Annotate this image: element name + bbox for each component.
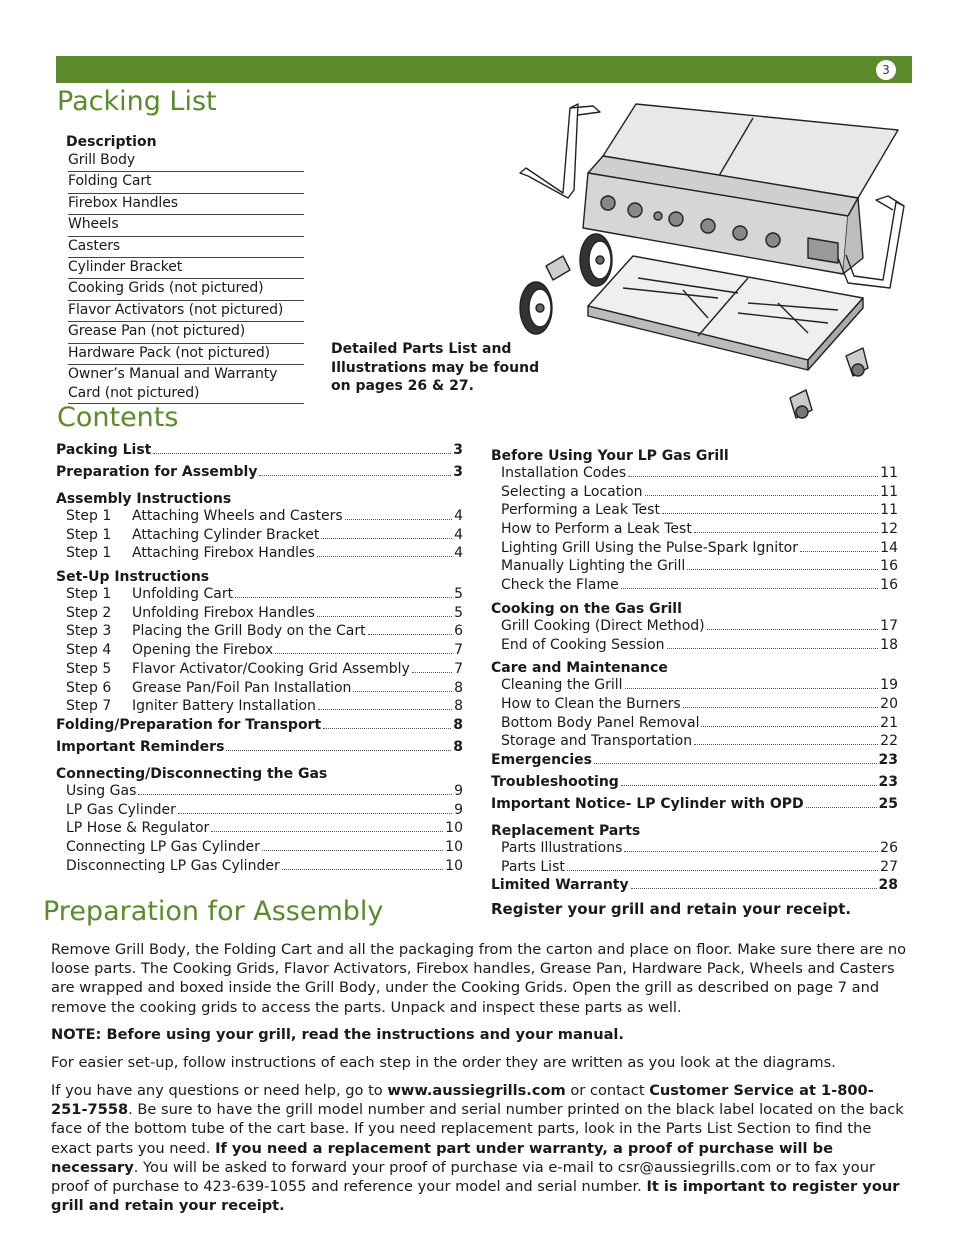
toc-entry-text [491, 677, 623, 693]
toc-entry-text [491, 840, 622, 856]
toc-entry-text [56, 527, 319, 543]
toc-entry-label: End of Cooking Session [501, 636, 665, 653]
warranty-proof-note: If you need a replacement part under warranty, a proof of purchase will be necessary [51, 1139, 833, 1176]
toc-step-number: Step 2 [66, 604, 112, 621]
toc-page-number: 11 [880, 483, 898, 500]
toc-entry[interactable] [56, 739, 463, 761]
toc-leader-dots [262, 850, 443, 851]
toc-page-number: 10 [445, 820, 463, 837]
toc-leader-dots [621, 588, 878, 589]
toc-leader-dots [645, 495, 879, 496]
toc-entry-label: How to Clean the Burners [501, 695, 681, 712]
toc-entry-label: Bottom Body Panel Removal [501, 714, 700, 731]
toc-entry[interactable] [491, 465, 898, 484]
toc-entry-text [56, 739, 224, 755]
toc-entry-label: Grease Pan/Foil Pan Installation [132, 679, 352, 696]
toc-entry-text [56, 717, 321, 733]
toc-entry-label: Parts Illustrations [501, 839, 623, 856]
preparation-paragraph-3 [51, 1081, 907, 1215]
toc-entry-text [56, 820, 209, 836]
toc-entry-label: Limited Warranty [491, 877, 629, 894]
toc-page-number: 9 [454, 782, 463, 799]
toc-entry[interactable] [491, 733, 898, 752]
toc-page-number: 11 [880, 465, 898, 481]
toc-step-number: Step 7 [66, 698, 112, 715]
toc-page-number: 8 [453, 738, 463, 755]
header-bar [56, 56, 912, 83]
toc-entry-label: Storage and Transportation [501, 733, 693, 750]
packing-list-item: Casters [68, 237, 304, 258]
toc-step-number: Step 1 [66, 545, 112, 562]
packing-list-item: Hardware Pack (not pictured) [68, 344, 304, 365]
toc-leader-dots [687, 569, 878, 570]
toc-entry[interactable] [56, 661, 463, 680]
toc-page-number: 6 [454, 623, 463, 640]
packing-list-item: Folding Cart [68, 172, 304, 193]
toc-section-heading: Connecting/Disconnecting the Gas [56, 765, 328, 782]
toc-section-heading: Cooking on the Gas Grill [491, 600, 682, 617]
toc-entry[interactable] [56, 623, 463, 642]
preparation-paragraph-2 [51, 1053, 907, 1072]
packing-list-item: Grease Pan (not pictured) [68, 322, 304, 343]
toc-page-number: 16 [880, 577, 898, 594]
toc-entry-text [56, 680, 351, 696]
toc-entry-label: Cleaning the Grill [501, 677, 623, 694]
toc-entry-text [491, 796, 804, 812]
toc-entry-text [56, 802, 176, 818]
toc-step-number: Step 5 [66, 660, 112, 677]
toc-entry[interactable] [491, 540, 898, 559]
toc-entry-text [56, 623, 366, 639]
toc-leader-dots [667, 648, 879, 649]
toc-page-number: 4 [454, 508, 463, 524]
toc-entry-label: Connecting LP Gas Cylinder [66, 838, 260, 855]
toc-entry[interactable] [56, 680, 463, 699]
toc-step-number: Step 1 [66, 526, 112, 543]
toc-page-number: 28 [878, 877, 898, 894]
toc-entry-label: Grill Cooking (Direct Method) [501, 617, 705, 634]
toc-entry-text [56, 839, 260, 855]
toc-entry[interactable] [491, 696, 898, 715]
toc-entry[interactable] [56, 698, 463, 717]
toc-leader-dots [625, 688, 879, 689]
toc-leader-dots [628, 476, 878, 477]
toc-entry-label: Using Gas [66, 782, 137, 799]
toc-page-number: 7 [454, 660, 463, 677]
website-link[interactable]: www.aussiegrills.com [387, 1082, 566, 1099]
toc-page-number: 3 [453, 442, 463, 458]
toc-page-number: 11 [880, 502, 898, 519]
toc-entry[interactable] [491, 715, 898, 734]
preparation-note [51, 1025, 907, 1044]
preparation-title: Preparation for Assembly [43, 896, 384, 927]
p3-text-a: If you have any questions or need help, go to [51, 1082, 388, 1099]
toc-entry[interactable] [491, 859, 898, 878]
contents-title: Contents [57, 402, 179, 433]
toc-leader-dots [621, 785, 877, 786]
toc-leader-dots [662, 513, 878, 514]
toc-entry-label: Troubleshooting [491, 773, 619, 790]
toc-leader-dots [282, 869, 443, 870]
p3-text-d: . You will be asked to forward your proof of purchase via e-mail to csr@aussiegrills.com or to fax your proof of purchase to 423-639-1055 and reference your model and serial number. [51, 1158, 875, 1196]
packing-list-item: Cylinder Bracket [68, 258, 304, 279]
toc-leader-dots [368, 634, 453, 635]
toc-entry-text [491, 859, 565, 875]
toc-page-number: 7 [454, 642, 463, 659]
toc-page-number: 25 [878, 795, 898, 812]
toc-entry[interactable] [56, 783, 463, 802]
toc-page-number: 10 [445, 838, 463, 855]
packing-list-item: Grill Body [68, 151, 304, 172]
register-note: Register your grill and retain your receipt. [491, 900, 852, 918]
toc-page-number: 5 [454, 586, 463, 603]
toc-leader-dots [323, 728, 451, 729]
toc-entry-text [491, 752, 592, 768]
toc-leader-dots [694, 744, 878, 745]
toc-page-number: 10 [445, 857, 463, 874]
toc-step-number: Step 6 [66, 679, 112, 696]
contents-left-column [56, 442, 463, 876]
toc-entry[interactable] [491, 752, 898, 774]
toc-entry-label: Attaching Firebox Handles [132, 545, 315, 562]
toc-entry-label: Parts List [501, 858, 565, 875]
toc-page-number: 4 [454, 545, 463, 562]
toc-entry-label: Placing the Grill Body on the Cart [132, 623, 366, 640]
packing-list-item: Wheels [68, 215, 304, 236]
toc-entry-label: Unfolding Cart [132, 586, 234, 603]
toc-leader-dots [226, 750, 451, 751]
toc-entry[interactable] [491, 796, 898, 818]
toc-leader-dots [318, 709, 452, 710]
toc-section-heading: Replacement Parts [491, 822, 641, 839]
toc-entry-text [491, 774, 619, 790]
toc-leader-dots [800, 551, 878, 552]
toc-page-number: 3 [453, 464, 463, 480]
toc-entry[interactable] [491, 558, 898, 577]
toc-page-number: 19 [880, 677, 898, 694]
toc-leader-dots [321, 538, 452, 539]
toc-entry-text [56, 661, 410, 677]
toc-entry-label: Disconnecting LP Gas Cylinder [66, 857, 280, 874]
toc-entry-text [491, 696, 681, 712]
packing-list-header: Description [66, 134, 157, 150]
toc-page-number: 14 [880, 539, 898, 556]
toc-page-number: 8 [453, 716, 463, 733]
toc-leader-dots [275, 653, 452, 654]
toc-entry-label: Folding/Preparation for Transport [56, 716, 322, 733]
toc-entry-label: Preparation for Assembly [56, 464, 258, 480]
toc-entry[interactable] [491, 521, 898, 540]
toc-step-number: Step 1 [66, 586, 112, 603]
toc-step-number: Step 4 [66, 642, 112, 659]
toc-page-number: 26 [880, 839, 898, 856]
toc-page-number: 4 [454, 526, 463, 543]
toc-entry[interactable] [56, 858, 463, 877]
toc-leader-dots [683, 707, 879, 708]
toc-leader-dots [153, 453, 451, 454]
toc-entry[interactable] [56, 605, 463, 624]
packing-list-item: Owner’s Manual and Warranty Card (not pictured) [68, 365, 304, 404]
toc-entry-label: LP Gas Cylinder [66, 801, 176, 818]
toc-entry[interactable] [56, 527, 463, 546]
toc-leader-dots [259, 475, 451, 476]
toc-entry-text [491, 484, 643, 500]
toc-leader-dots [353, 691, 452, 692]
toc-page-number: 27 [880, 858, 898, 875]
contents-right-column [491, 443, 898, 899]
wheel-upper [580, 234, 612, 286]
toc-entry[interactable] [56, 642, 463, 661]
toc-page-number: 23 [878, 751, 898, 768]
toc-entry[interactable] [56, 464, 463, 486]
toc-entry[interactable] [56, 820, 463, 839]
toc-entry-text [491, 733, 692, 749]
toc-page-number: 23 [878, 773, 898, 790]
toc-entry-label: Igniter Battery Installation [132, 698, 316, 715]
toc-entry-text [56, 442, 151, 458]
toc-page-number: 9 [454, 801, 463, 818]
toc-entry-text [56, 858, 280, 874]
toc-entry[interactable] [56, 545, 463, 564]
p3-text-c: . Be sure to have the grill model number and serial number printed on the black label located on the back face of the bottom tube of the cart base. If you need replacement parts, look in the Parts List Section to find the exact parts you need. [51, 1101, 904, 1157]
preparation-text-2: For easier set-up, follow instructions of each step in the order they are written as you look at the diagrams. [51, 1054, 836, 1071]
toc-entry-label: Important Notice- LP Cylinder with OPD [491, 795, 804, 812]
toc-entry-text [56, 605, 315, 621]
toc-section-heading: Assembly Instructions [56, 491, 232, 507]
toc-entry-label: Installation Codes [501, 465, 627, 481]
toc-leader-dots [694, 532, 878, 533]
toc-entry[interactable] [491, 637, 898, 656]
toc-entry-label: Lighting Grill Using the Pulse-Spark Ignitor [501, 539, 799, 556]
toc-leader-dots [211, 831, 443, 832]
toc-section-heading: Set-Up Instructions [56, 569, 210, 586]
toc-entry[interactable] [56, 839, 463, 858]
toc-leader-dots [624, 851, 878, 852]
toc-entry[interactable] [491, 484, 898, 503]
register-reminder: It is important to register your grill and retain your receipt. [51, 1178, 900, 1215]
packing-list-item: Cooking Grids (not pictured) [68, 279, 304, 300]
toc-entry[interactable] [491, 577, 898, 596]
toc-leader-dots [138, 794, 452, 795]
toc-page-number: 21 [880, 714, 898, 731]
toc-entry-text [491, 577, 619, 593]
toc-leader-dots [178, 813, 452, 814]
toc-entry[interactable] [491, 840, 898, 859]
toc-leader-dots [631, 888, 877, 889]
grill-body [583, 104, 898, 274]
customer-service-phone: Customer Service at 1-800-251-7558 [51, 1082, 874, 1119]
parts-list-note: Detailed Parts List and Illustrations may be found on pages 26 & 27. [331, 341, 540, 394]
toc-step-number: Step 3 [66, 623, 112, 640]
toc-entry[interactable] [56, 717, 463, 739]
toc-entry-label: Attaching Cylinder Bracket [132, 526, 320, 543]
caster-lower [790, 390, 812, 418]
toc-leader-dots [707, 629, 879, 630]
toc-entry-text [491, 715, 699, 731]
toc-entry-text [491, 877, 629, 893]
preparation-text-1: Remove Grill Body, the Folding Cart and all the packaging from the carton and place on floor. Make sure there are no loose parts. The Cooking Grids, Flavor Activators, Firebox handles, Grease Pan, Hardware Pack, Wheels and Casters are wrapped and boxed inside the Grill Body, under the Cooking Grids. Open the grill as described on page 7 and remove the cooking grids to access the parts. Unpack and inspect these parts as well. [51, 941, 907, 1016]
toc-entry-text [56, 586, 233, 602]
p3-text-b: or contact [565, 1082, 650, 1099]
toc-leader-dots [806, 807, 877, 808]
toc-page-number: 17 [880, 617, 898, 634]
toc-entry[interactable] [56, 508, 463, 527]
toc-entry[interactable] [491, 774, 898, 796]
toc-page-number: 18 [880, 636, 898, 653]
grill-parts-illustration [508, 98, 910, 428]
toc-entry-label: Opening the Firebox [132, 642, 274, 659]
toc-entry-text [56, 642, 273, 658]
toc-section-heading: Before Using Your LP Gas Grill [491, 448, 729, 464]
toc-entry-text [491, 618, 705, 634]
toc-entry-text [491, 465, 626, 481]
toc-entry[interactable] [491, 677, 898, 696]
toc-entry-text [56, 783, 136, 799]
toc-entry[interactable] [491, 502, 898, 521]
toc-entry-text [56, 508, 343, 524]
toc-leader-dots [594, 763, 877, 764]
toc-entry-label: Packing List [56, 442, 152, 458]
toc-page-number: 12 [880, 521, 898, 538]
toc-leader-dots [317, 556, 452, 557]
toc-entry[interactable] [491, 877, 898, 899]
toc-leader-dots [701, 726, 878, 727]
toc-entry-label: LP Hose & Regulator [66, 820, 210, 837]
caster-upper [846, 348, 868, 376]
preparation-paragraph-1 [51, 940, 907, 1017]
toc-entry-label: Selecting a Location [501, 483, 643, 500]
toc-leader-dots [317, 616, 452, 617]
packing-list-title: Packing List [57, 86, 217, 117]
toc-page-number: 5 [454, 604, 463, 621]
toc-entry-text [491, 637, 665, 653]
wheel-lower [520, 282, 552, 334]
toc-entry-text [491, 521, 692, 537]
toc-step-number: Step 1 [66, 508, 112, 524]
toc-leader-dots [567, 870, 878, 871]
toc-page-number: 16 [880, 558, 898, 575]
toc-entry-text [491, 502, 660, 518]
folding-cart [588, 256, 863, 370]
toc-entry-label: Attaching Wheels and Casters [132, 508, 343, 524]
page-number: 3 [876, 60, 896, 80]
packing-list-item: Firebox Handles [68, 194, 304, 215]
toc-entry[interactable] [56, 802, 463, 821]
toc-entry[interactable] [56, 442, 463, 464]
toc-entry-text [56, 698, 316, 714]
toc-entry-label: Manually Lighting the Grill [501, 558, 686, 575]
toc-page-number: 22 [880, 733, 898, 750]
note-text: NOTE: Before using your grill, read the instructions and your manual. [51, 1026, 624, 1043]
toc-entry-text [491, 558, 685, 574]
toc-entry-label: How to Perform a Leak Test [501, 521, 692, 538]
toc-entry-label: Emergencies [491, 751, 592, 768]
toc-leader-dots [235, 597, 452, 598]
toc-page-number: 20 [880, 695, 898, 712]
toc-entry-label: Important Reminders [56, 738, 225, 755]
toc-entry-text [491, 540, 798, 556]
toc-entry-label: Performing a Leak Test [501, 502, 660, 519]
toc-entry-label: Flavor Activator/Cooking Grid Assembly [132, 660, 410, 677]
toc-leader-dots [412, 672, 452, 673]
toc-page-number: 8 [454, 698, 463, 715]
packing-list-item: Flavor Activators (not pictured) [68, 301, 304, 322]
packing-list [68, 151, 304, 404]
toc-entry-label: Check the Flame [501, 577, 619, 594]
toc-entry-text [56, 464, 257, 480]
toc-entry[interactable] [491, 618, 898, 637]
toc-section-heading: Care and Maintenance [491, 660, 668, 677]
cylinder-bracket [546, 256, 570, 280]
toc-leader-dots [345, 519, 452, 520]
toc-entry[interactable] [56, 586, 463, 605]
toc-page-number: 8 [454, 679, 463, 696]
toc-entry-text [56, 545, 315, 561]
toc-entry-label: Unfolding Firebox Handles [132, 604, 315, 621]
